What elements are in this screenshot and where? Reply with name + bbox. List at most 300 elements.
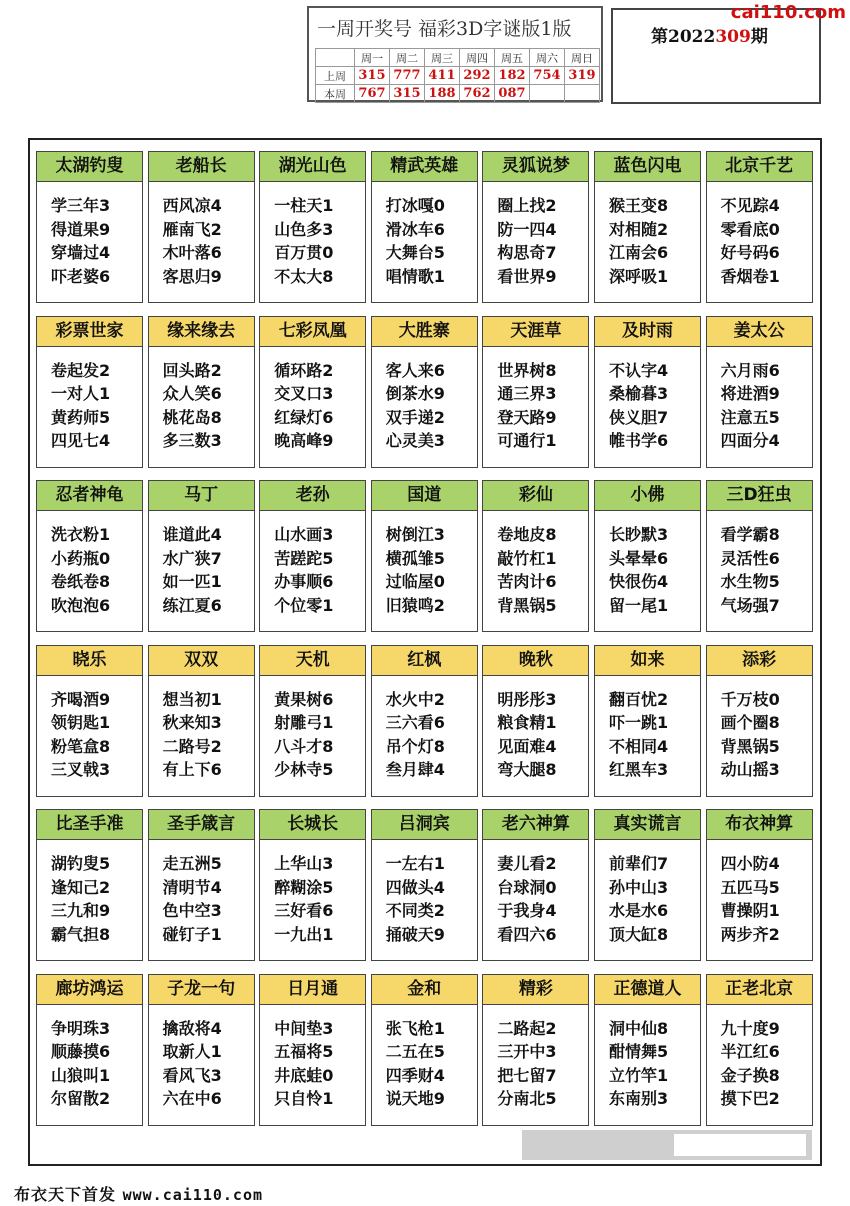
clue-line: 井底蛙0 [274,1065,334,1085]
clue-line: 见面难4 [497,736,557,756]
clue-line: 射雕弓1 [274,713,334,732]
clue-line: 看四六6 [497,924,557,944]
clue-line: 苦肉计6 [497,572,557,591]
clue-line: 穿墙过4 [51,243,111,262]
clue-line: 明彤彤3 [497,689,557,709]
clue-line: 快很伤4 [609,572,669,591]
card-clues [274,359,333,453]
clue-line: 不相同4 [609,736,669,756]
puzzle-card [706,480,813,632]
clue-line: 背黑锅5 [497,595,557,615]
clue-line: 金子换8 [720,1065,780,1085]
clue-line: 山色多3 [274,219,334,239]
clue-line: 红黑车3 [609,760,669,779]
day-wed: 周三 [425,49,460,67]
clue-line: 吹泡泡6 [51,595,111,615]
clue-line: 三六看6 [385,713,445,732]
panel-title: 一周开奖号 福彩3D字谜版1版 [317,18,572,40]
card-title: 如来 [595,646,700,676]
clue-line: 如一匹1 [162,572,222,591]
clue-line: 孙中山3 [609,877,669,897]
clue-line: 世界树8 [497,360,557,380]
puzzle-card [706,316,813,468]
clue-line: 卷起发2 [51,360,111,380]
puzzle-card [482,480,589,632]
card-title: 廊坊鸿运 [37,975,142,1005]
draw-number: 315 [355,67,390,85]
clue-line: 上华山3 [274,854,334,873]
puzzle-card [371,151,478,303]
day-sat: 周六 [530,49,565,67]
clue-line: 打冰嘎0 [385,196,445,215]
clue-line: 倒茶水9 [385,384,445,403]
card-clues [497,194,556,288]
puzzle-card [148,974,255,1126]
puzzle-card [259,645,366,797]
puzzle-card [371,480,478,632]
clue-line: 山水画3 [274,525,334,544]
card-clues [721,359,780,453]
clue-line: 雁南飞2 [162,219,222,239]
clue-line: 摸下巴2 [720,1089,780,1108]
clue-line: 擒敌将4 [162,1018,222,1038]
clue-line: 练江夏6 [162,595,222,615]
card-clues [163,523,222,617]
clue-line: 千万枝0 [720,689,780,709]
clue-line: 五匹马5 [720,877,780,897]
card-clues [609,194,668,288]
card-title: 吕洞宾 [372,810,477,840]
clue-line: 通三界3 [497,384,557,403]
puzzle-card [594,645,701,797]
clue-line: 两步齐2 [720,924,780,944]
draw-number: 188 [425,85,460,103]
clue-line: 深呼吸1 [609,266,669,286]
card-clues [497,523,556,617]
clue-line: 吓老婆6 [51,266,111,286]
clue-line: 二五在5 [385,1042,445,1061]
clue-line: 交叉口3 [274,384,334,403]
clue-line: 顶大缸8 [609,924,669,944]
card-clues [721,194,780,288]
clue-line: 取新人1 [162,1042,222,1061]
puzzle-card [371,645,478,797]
card-clues [609,1017,668,1111]
card-title: 忍者神龟 [37,481,142,511]
draw-number: 319 [565,67,600,85]
clue-line: 山狼叫1 [51,1065,111,1085]
clue-line: 翻百忧2 [609,689,669,709]
card-title: 添彩 [707,646,812,676]
clue-line: 对相随2 [609,219,669,239]
card-title: 真实谎言 [595,810,700,840]
clue-line: 妻儿看2 [497,854,557,873]
clue-line: 构思奇7 [497,243,557,262]
draw-number: 182 [495,67,530,85]
card-clues [51,523,110,617]
issue-suffix: 期 [750,27,768,47]
clue-line: 头晕晕6 [609,548,669,568]
card-clues [51,852,110,946]
clue-line: 回头路2 [162,360,222,380]
clue-line: 零看底0 [720,219,780,239]
card-title: 马丁 [149,481,254,511]
clue-line: 苦蹉跎5 [274,548,334,568]
puzzle-card [482,809,589,961]
clue-line: 登天路9 [497,407,557,427]
clue-line: 好号码6 [720,243,780,262]
clue-line: 客人来6 [385,360,445,380]
clue-line: 不见踪4 [720,196,780,215]
puzzle-card [482,645,589,797]
clue-line: 三开中3 [497,1042,557,1061]
clue-line: 一柱天1 [274,196,334,215]
clue-line: 分南北5 [497,1089,557,1108]
card-title: 彩仙 [483,481,588,511]
card-title: 比圣手准 [37,810,142,840]
clue-line: 三九和9 [51,901,111,920]
card-title: 圣手箴言 [149,810,254,840]
footer [14,1182,263,1205]
clue-line: 粮食精1 [497,713,557,732]
card-clues [163,688,222,782]
clue-line: 香烟卷1 [720,266,780,286]
clue-line: 红绿灯6 [274,407,334,427]
card-clues [386,194,445,288]
clue-line: 说天地9 [385,1089,445,1108]
clue-line: 看世界9 [497,266,557,286]
card-clues [274,688,333,782]
card-title: 布衣神算 [707,810,812,840]
clue-line: 看学霸8 [720,525,780,544]
card-clues [721,852,780,946]
clue-line: 水广狭7 [162,548,222,568]
card-title: 大胜寨 [372,317,477,347]
clue-line: 有上下6 [162,760,222,779]
clue-line: 吓一跳1 [609,713,669,732]
draw-number: 411 [425,67,460,85]
puzzle-card [371,316,478,468]
card-title: 小佛 [595,481,700,511]
clue-line: 领钥匙1 [51,713,111,732]
card-clues [721,523,780,617]
card-title: 正德道人 [595,975,700,1005]
card-title: 长城长 [260,810,365,840]
puzzle-card [482,151,589,303]
this-week-row [316,85,600,103]
card-clues [386,1017,445,1111]
clue-line: 碰钉子1 [162,924,222,944]
puzzle-card [482,974,589,1126]
clue-line: 水火中2 [385,689,445,709]
bottom-bar-inner [674,1134,806,1156]
draw-number: 315 [390,85,425,103]
card-clues [386,852,445,946]
clue-line: 滑冰车6 [385,219,445,239]
card-clues [163,359,222,453]
clue-line: 背黑锅5 [720,736,780,756]
clue-line: 水是水6 [609,901,669,920]
card-title: 晚秋 [483,646,588,676]
clue-line: 木叶落6 [162,243,222,262]
clue-line: 心灵美3 [385,431,445,450]
puzzle-card [36,809,143,961]
card-clues [609,523,668,617]
card-clues [386,523,445,617]
card-clues [274,523,333,617]
card-clues [51,194,110,288]
puzzle-card [36,316,143,468]
card-title: 日月通 [260,975,365,1005]
card-title: 太湖钓叟 [37,152,142,182]
card-title: 姜太公 [707,317,812,347]
puzzle-card [36,480,143,632]
draw-number: 292 [460,67,495,85]
card-clues [721,688,780,782]
clue-line: 双手递2 [385,407,445,427]
card-title: 老孙 [260,481,365,511]
clue-line: 东南别3 [609,1089,669,1108]
clue-line: 秋来知3 [162,713,222,732]
card-title: 蓝色闪电 [595,152,700,182]
clue-line: 六在中6 [162,1089,222,1108]
clue-line: 逢知己2 [51,877,111,897]
issue-prefix: 第2022 [651,27,716,47]
clue-line: 可通行1 [497,431,557,450]
draw-number: 767 [355,85,390,103]
puzzle-card [148,316,255,468]
puzzle-card [148,480,255,632]
clue-line: 三好看6 [274,901,334,920]
clue-line: 留一尾1 [609,595,669,615]
clue-line: 二路起2 [497,1018,557,1038]
clue-line: 醉糊涂5 [274,877,334,897]
site-watermark[interactable]: cai110.com [730,2,846,23]
clue-line: 长眇默3 [609,525,669,544]
puzzle-card [706,151,813,303]
card-title: 彩票世家 [37,317,142,347]
clue-line: 一左右1 [385,854,445,873]
card-clues [609,359,668,453]
clue-line: 二路号2 [162,736,222,756]
clue-line: 只自怜1 [274,1089,334,1108]
clue-line: 中间垫3 [274,1018,334,1038]
footer-url[interactable]: www.cai110.com [122,1186,264,1204]
clue-line: 动山摇3 [720,760,780,779]
draw-number: 762 [460,85,495,103]
clue-line: 叁月肆4 [385,760,445,779]
card-clues [163,194,222,288]
draw-table [315,48,600,103]
row-label: 本周 [316,85,355,103]
puzzle-card [594,809,701,961]
card-clues [609,688,668,782]
puzzle-card [36,151,143,303]
card-clues [163,1017,222,1111]
card-clues [497,852,556,946]
card-clues [51,359,110,453]
day-tue: 周二 [390,49,425,67]
clue-line: 水生物5 [720,572,780,591]
clue-line: 气场强7 [720,595,780,615]
card-clues [609,852,668,946]
puzzle-card [259,480,366,632]
card-title: 子龙一句 [149,975,254,1005]
clue-line: 曹操阴1 [720,901,780,920]
clue-line: 八斗才8 [274,736,334,756]
clue-line: 帷书学6 [609,431,669,450]
draw-number: 754 [530,67,565,85]
card-title: 灵狐说梦 [483,152,588,182]
issue-number [651,22,768,47]
draw-number: 777 [390,67,425,85]
clue-line: 吊个灯8 [385,736,445,756]
clue-line: 六月雨6 [720,360,780,380]
card-title: 及时雨 [595,317,700,347]
card-title: 三D狂虫 [707,481,812,511]
clue-line: 西风凉4 [162,196,222,215]
clue-line: 三叉戟3 [51,760,111,779]
clue-line: 不同类2 [385,901,445,920]
clue-line: 多三数3 [162,431,222,450]
clue-line: 横孤雏5 [385,548,445,568]
clue-line: 张飞枪1 [385,1018,445,1038]
puzzle-card [259,151,366,303]
clue-line: 得道果9 [51,219,111,239]
clue-line: 四季财4 [385,1065,445,1085]
card-title: 精彩 [483,975,588,1005]
card-clues [386,688,445,782]
puzzle-card [148,809,255,961]
clue-line: 个位零1 [274,595,334,615]
corner-cell [316,49,355,67]
card-clues [386,359,445,453]
draw-number [565,85,600,103]
card-title: 红枫 [372,646,477,676]
clue-line: 不太大8 [274,266,334,286]
card-title: 天机 [260,646,365,676]
card-title: 国道 [372,481,477,511]
card-title: 双双 [149,646,254,676]
clue-line: 尔留散2 [51,1089,111,1108]
clue-line: 捅破天9 [385,924,445,944]
clue-line: 洞中仙8 [609,1018,669,1038]
clue-line: 五福将5 [274,1042,334,1061]
clue-line: 学三年3 [51,196,111,215]
clue-line: 百万贯0 [274,243,334,262]
card-clues [274,852,333,946]
clue-line: 循环路2 [274,360,334,380]
clue-line: 旧猿鸣2 [385,595,445,615]
clue-line: 台球洞0 [497,877,557,897]
card-title: 七彩凤凰 [260,317,365,347]
clue-line: 过临屋0 [385,572,445,591]
clue-line: 弯大腿8 [497,760,557,779]
clue-line: 将进酒9 [720,384,780,403]
weekly-draw-panel [307,6,603,102]
clue-line: 卷地皮8 [497,525,557,544]
day-header-row [316,49,600,67]
card-title: 湖光山色 [260,152,365,182]
clue-line: 小药瓶0 [51,548,111,568]
card-title: 金和 [372,975,477,1005]
clue-line: 卷纸卷8 [51,572,111,591]
clue-line: 酣情舞5 [609,1042,669,1061]
clue-line: 清明节4 [162,877,222,897]
clue-line: 江南会6 [609,243,669,262]
clue-line: 九十度9 [720,1018,780,1038]
puzzle-card [706,974,813,1126]
clue-line: 于我身4 [497,901,557,920]
puzzle-card [594,480,701,632]
puzzle-card [706,809,813,961]
clue-line: 猴王变8 [609,196,669,215]
clue-line: 走五洲5 [162,854,222,873]
puzzle-card [148,151,255,303]
clue-line: 敲竹杠1 [497,548,557,568]
clue-line: 晚高峰9 [274,431,334,450]
card-title: 晓乐 [37,646,142,676]
puzzle-card [594,151,701,303]
clue-line: 谁道此4 [162,525,222,544]
card-title: 精武英雄 [372,152,477,182]
clue-line: 圈上找2 [497,196,557,215]
card-title: 正老北京 [707,975,812,1005]
clue-line: 客思归9 [162,266,222,286]
clue-line: 画个圈8 [720,713,780,732]
clue-line: 桃花岛8 [162,407,222,427]
puzzle-card [371,809,478,961]
clue-line: 大舞台5 [385,243,445,262]
clue-line: 齐喝酒9 [51,689,111,709]
puzzle-card [259,974,366,1126]
puzzle-card [36,645,143,797]
card-clues [163,852,222,946]
day-sun: 周日 [565,49,600,67]
card-clues [274,194,333,288]
clue-line: 色中空3 [162,901,222,920]
puzzle-card [371,974,478,1126]
clue-line: 四面分4 [720,431,780,450]
clue-line: 注意五5 [720,407,780,427]
clue-line: 一对人1 [51,384,111,403]
clue-line: 粉笔盒8 [51,736,111,756]
clue-line: 灵活性6 [720,548,780,568]
day-fri: 周五 [495,49,530,67]
clue-line: 霸气担8 [51,924,111,944]
puzzle-card [482,316,589,468]
clue-line: 争明珠3 [51,1018,111,1038]
clue-line: 四见七4 [51,431,111,450]
card-title: 天涯草 [483,317,588,347]
clue-line: 防一四4 [497,219,557,239]
card-title: 北京千艺 [707,152,812,182]
card-clues [497,359,556,453]
clue-line: 黄果树6 [274,689,334,709]
draw-number [530,85,565,103]
puzzle-card [706,645,813,797]
card-clues [721,1017,780,1111]
clue-line: 看风飞3 [162,1065,222,1085]
clue-line: 立竹竿1 [609,1065,669,1085]
last-week-row [316,67,600,85]
issue-id: 309 [715,27,751,47]
puzzle-card [594,316,701,468]
card-title: 缘来缘去 [149,317,254,347]
clue-line: 侠义胆7 [609,407,669,427]
clue-line: 顺藤摸6 [51,1042,111,1061]
card-clues [51,1017,110,1111]
